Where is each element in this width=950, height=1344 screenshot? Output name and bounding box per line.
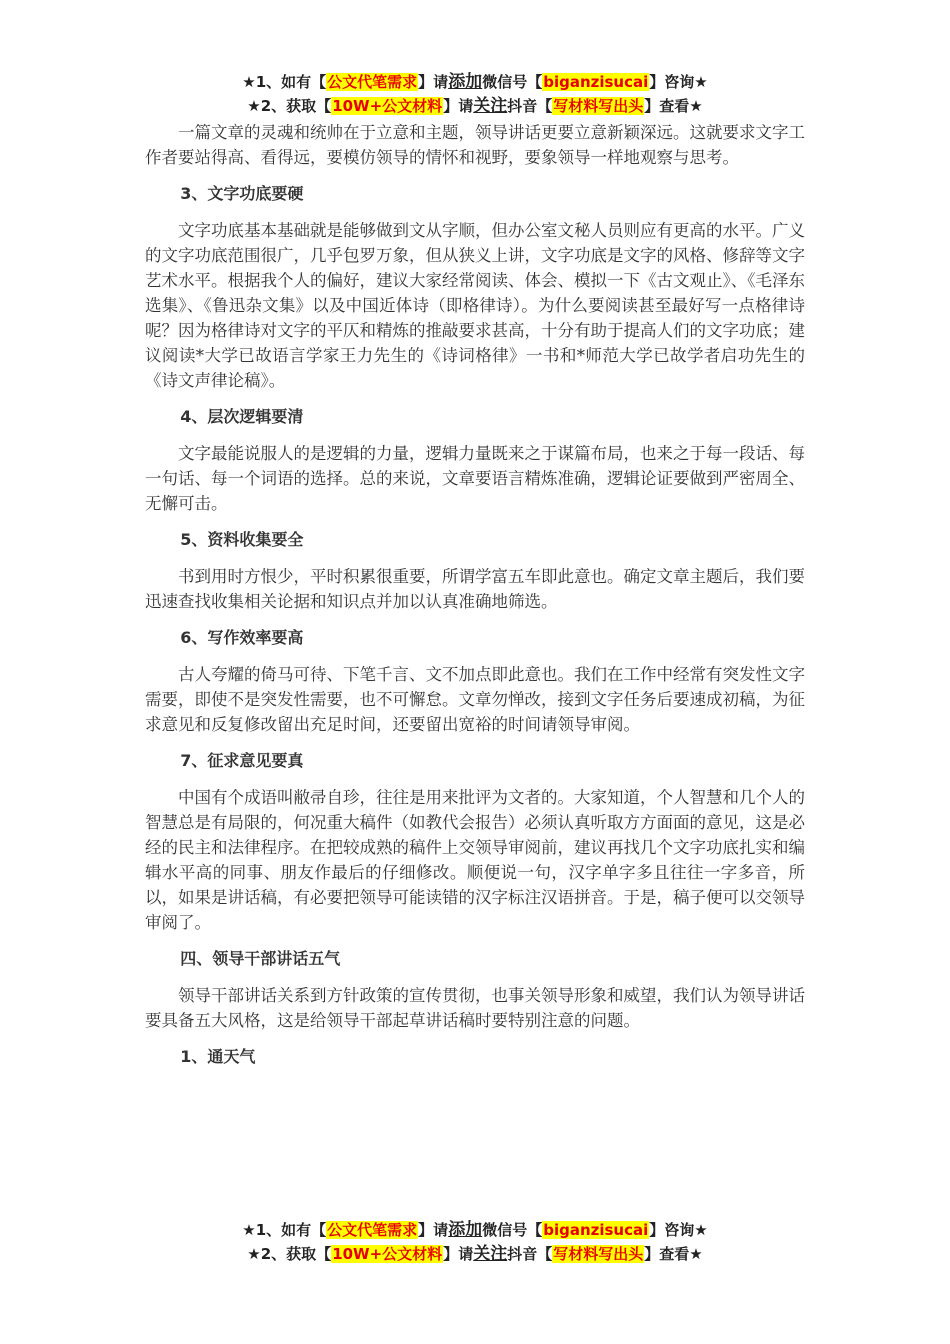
top-banner: [0, 70, 950, 118]
paragraph-feedback: 中国有个成语叫敝帚自珍，往往是用来批评为文者的。大家知道，个人智慧和几个人的智慧总是有局限的，何况重大稿件（如教代会报告）必须认真听取方方面面的意见，这是必经的民主和法律程序。在把较成熟的稿件上交领导审阅前，建议再找几个文字功底扎实和编辑水平高的同事、朋友作最后的仔细修改。顺便说一句，汉字单字多且往往一字多音，所以，如果是讲话稿，有必要把领导可能读错的汉字标注汉语拼音。于是，稿子便可以交领导审阅了。: [145, 788, 805, 932]
highlight-douyin-account: 写材料写出头: [553, 1245, 644, 1263]
banner-line-2: ★2、获取【10W+公文材料】请关注抖音【写材料写出头】查看★: [247, 1244, 703, 1264]
highlight-materials: 10W+公文材料: [332, 97, 443, 115]
heading-feedback: 7、征求意见要真: [180, 751, 304, 770]
paragraph-efficiency: 古人夸耀的倚马可待、下笔千言、文不加点即此意也。我们在工作中经常有突发性文字需要，即使不是突发性需要，也不可懈怠。文章勿惮改，接到文字任务后要速成初稿，为征求意见和反复修改留出充足时间，还要留出宽裕的时间请领导审阅。: [145, 665, 805, 734]
heading-tongtianqi: 1、通天气: [180, 1047, 256, 1066]
heading-efficiency: 6、写作效率要高: [180, 628, 304, 647]
heading-section-four: 四、领导干部讲话五气: [180, 949, 341, 968]
banner-line-1: ★1、如有【公文代笔需求】请添加微信号【biganzisucai】咨询★: [242, 1220, 708, 1240]
underlined-add: 添加: [448, 1220, 483, 1240]
document-body: [145, 120, 805, 1081]
paragraph-logic: 文字最能说服人的是逻辑的力量，逻辑力量既来之于谋篇布局，也来之于每一段话、每一句话、每一个词语的选择。总的来说，文章要语言精炼准确，逻辑论证要做到严密周全、无懈可击。: [145, 444, 805, 513]
paragraph-intro: 一篇文章的灵魂和统帅在于立意和主题，领导讲话更要立意新颖深远。这就要求文字工作者要站得高、看得远，要模仿领导的情怀和视野，要象领导一样地观察与思考。: [145, 123, 805, 167]
highlight-wechat-id: biganzisucai: [543, 73, 649, 91]
underlined-add: 添加: [448, 72, 483, 92]
highlight-service: 公文代笔需求: [327, 73, 418, 91]
heading-writing-skill: 3、文字功底要硬: [180, 184, 304, 203]
highlight-materials: 10W+公文材料: [332, 1245, 443, 1263]
highlight-douyin-account: 写材料写出头: [553, 97, 644, 115]
heading-logic: 4、层次逻辑要清: [180, 407, 304, 426]
paragraph-section-four: 领导干部讲话关系到方针政策的宣传贯彻，也事关领导形象和威望，我们认为领导讲话要具备五大风格，这是给领导干部起草讲话稿时要特别注意的问题。: [145, 986, 805, 1030]
highlight-service: 公文代笔需求: [327, 1221, 418, 1239]
heading-material-collection: 5、资料收集要全: [180, 530, 304, 549]
banner-line-1: ★1、如有【公文代笔需求】请添加微信号【biganzisucai】咨询★: [242, 72, 708, 92]
underlined-follow: 关注: [473, 96, 508, 116]
highlight-wechat-id: biganzisucai: [543, 1221, 649, 1239]
banner-line-2: ★2、获取【10W+公文材料】请关注抖音【写材料写出头】查看★: [247, 96, 703, 116]
underlined-follow: 关注: [473, 1244, 508, 1264]
paragraph-material-collection: 书到用时方恨少，平时积累很重要，所谓学富五车即此意也。确定文章主题后，我们要迅速查找收集相关论据和知识点并加以认真准确地筛选。: [145, 567, 805, 611]
bottom-banner: [0, 1218, 950, 1266]
paragraph-writing-skill: 文字功底基本基础就是能够做到文从字顺，但办公室文秘人员则应有更高的水平。广义的文字功底范围很广，几乎包罗万象，但从狭义上讲，文字功底是文字的风格、修辞等文字艺术水平。根据我个人的偏好，建议大家经常阅读、体会、模拟一下《古文观止》、《毛泽东选集》、《鲁迅杂文集》以及中国近体诗（即格律诗）。为什么要阅读甚至最好写一点格律诗呢？因为格律诗对文字的平仄和精炼的推敲要求甚高，十分有助于提高人们的文字功底；建议阅读*大学已故语言学家王力先生的《诗词格律》一书和*师范大学已故学者启功先生的《诗文声律论稿》。: [145, 221, 805, 390]
